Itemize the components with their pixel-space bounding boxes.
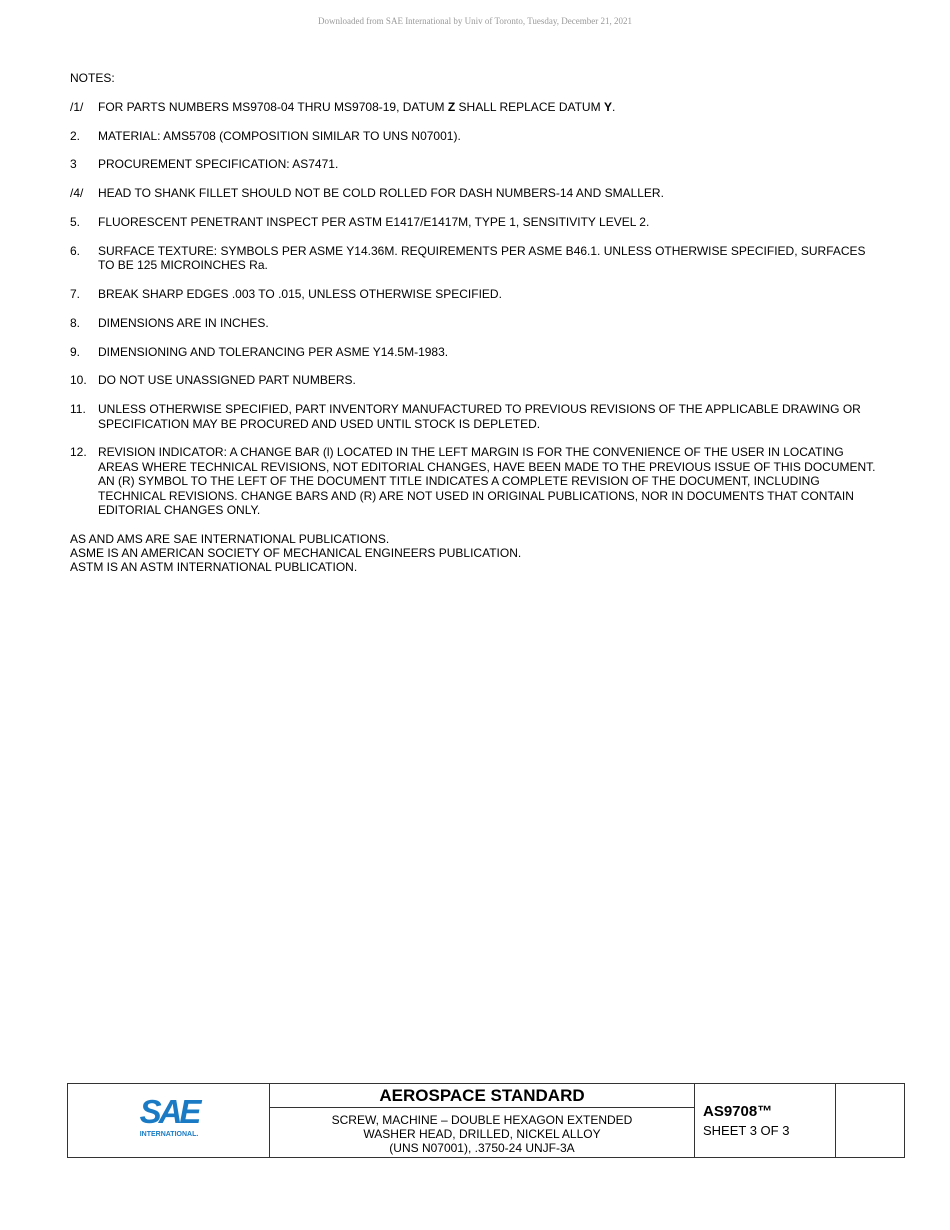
note-item: [70, 316, 882, 330]
note-text: REVISION INDICATOR: A CHANGE BAR (l) LOCATED IN THE LEFT MARGIN IS FOR THE CONVENIENCE OF THE USER IN LOCATING AREAS WHERE TECHNICAL REVISIONS, NOT EDITORIAL CHANGES, HAVE BEEN MADE TO THE PREVIOUS ISSUE OF THIS DOCUMENT. AN (R) SYMBOL TO THE LEFT OF THE DOCUMENT TITLE INDICATES A COMPLETE REVISION OF THE DOCUMENT, INCLUDING TECHNICAL REVISIONS. CHANGE BARS AND (R) ARE NOT USED IN ORIGINAL PUBLICATIONS, NOR IN DOCUMENTS THAT CONTAIN EDITORIAL CHANGES ONLY.: [98, 445, 876, 517]
note-text: SURFACE TEXTURE: SYMBOLS PER ASME Y14.36M. REQUIREMENTS PER ASME B46.1. UNLESS OTHERWISE SPECIFIED, SURFACES TO BE 125 MICROINCHES Ra.: [98, 243, 866, 273]
note-text: DIMENSIONING AND TOLERANCING PER ASME Y14.5M-1983.: [98, 344, 449, 359]
title-block: [67, 1083, 905, 1158]
note-text: HEAD TO SHANK FILLET SHOULD NOT BE COLD ROLLED FOR DASH NUMBERS-14 AND SMALLER.: [98, 186, 664, 201]
note-item: [70, 287, 882, 301]
sheet-number: SHEET 3 OF 3: [703, 1123, 790, 1138]
svg-text:INTERNATIONAL.: INTERNATIONAL.: [139, 1131, 199, 1138]
publication-line: ASME IS AN AMERICAN SOCIETY OF MECHANICAL ENGINEERS PUBLICATION.: [70, 545, 522, 560]
note-text: PROCUREMENT SPECIFICATION: AS7471.: [98, 157, 339, 172]
note-text: BREAK SHARP EDGES .003 TO .015, UNLESS OTHERWISE SPECIFIED.: [98, 286, 502, 301]
note-text: DIMENSIONS ARE IN INCHES.: [98, 315, 269, 330]
note-item: [70, 244, 882, 273]
note-number: 11.: [70, 402, 86, 417]
note-item: [70, 157, 882, 171]
publication-line: ASTM IS AN ASTM INTERNATIONAL PUBLICATION.: [70, 559, 358, 574]
blank-cell: [836, 1084, 904, 1157]
publication-line: AS AND AMS ARE SAE INTERNATIONAL PUBLICATIONS.: [70, 531, 390, 546]
note-number: 5.: [70, 214, 81, 229]
note-item: [70, 445, 882, 517]
standard-cell: [270, 1084, 695, 1157]
notes-section: [70, 71, 882, 574]
note-item: [70, 215, 882, 229]
note-item: [70, 129, 882, 143]
title-line: SCREW, MACHINE – DOUBLE HEXAGON EXTENDED: [331, 1113, 633, 1127]
standard-header: AEROSPACE STANDARD: [270, 1084, 694, 1108]
download-watermark: Downloaded from SAE International by Univ of Toronto, Tuesday, December 21, 2021: [317, 16, 633, 26]
title-line: (UNS N07001), .3750-24 UNJF-3A: [389, 1141, 575, 1155]
sae-logo: [136, 1094, 208, 1138]
note-number: 3: [70, 157, 77, 172]
note-item: [70, 186, 882, 200]
logo-cell: [68, 1084, 270, 1157]
note-item: [70, 402, 882, 431]
document-title: [270, 1108, 694, 1155]
document-number-cell: [695, 1084, 836, 1157]
note-number: 2.: [70, 128, 81, 143]
note-text: FOR PARTS NUMBERS MS9708-04 THRU MS9708-19, DATUM Z SHALL REPLACE DATUM Y.: [98, 99, 616, 114]
note-item: [70, 373, 882, 387]
svg-text:SAE: SAE: [139, 1094, 199, 1130]
note-number: 8.: [70, 315, 81, 330]
note-number: /4/: [70, 186, 84, 201]
title-line: WASHER HEAD, DRILLED, NICKEL ALLOY: [363, 1127, 601, 1141]
note-text: UNLESS OTHERWISE SPECIFIED, PART INVENTORY MANUFACTURED TO PREVIOUS REVISIONS OF THE APPLICABLE DRAWING OR SPECIFICATION MAY BE PROCURED AND USED UNTIL STOCK IS DEPLETED.: [98, 402, 861, 431]
note-text: MATERIAL: AMS5708 (COMPOSITION SIMILAR TO UNS N07001).: [98, 128, 461, 143]
note-number: 12.: [70, 445, 87, 460]
datum-y: Y: [603, 99, 612, 114]
note-item: [70, 100, 882, 114]
publications-list: [70, 532, 882, 574]
notes-heading: NOTES:: [70, 71, 115, 85]
note-text: FLUORESCENT PENETRANT INSPECT PER ASTM E1417/E1417M, TYPE 1, SENSITIVITY LEVEL 2.: [98, 214, 650, 229]
note-number: 9.: [70, 344, 81, 359]
note-item: [70, 345, 882, 359]
note-number: /1/: [70, 99, 84, 114]
note-text: DO NOT USE UNASSIGNED PART NUMBERS.: [98, 373, 356, 388]
document-number: AS9708™: [703, 1103, 773, 1120]
note-number: 10.: [70, 373, 87, 388]
note-number: 6.: [70, 243, 81, 258]
note-number: 7.: [70, 286, 81, 301]
datum-z: Z: [447, 99, 456, 114]
